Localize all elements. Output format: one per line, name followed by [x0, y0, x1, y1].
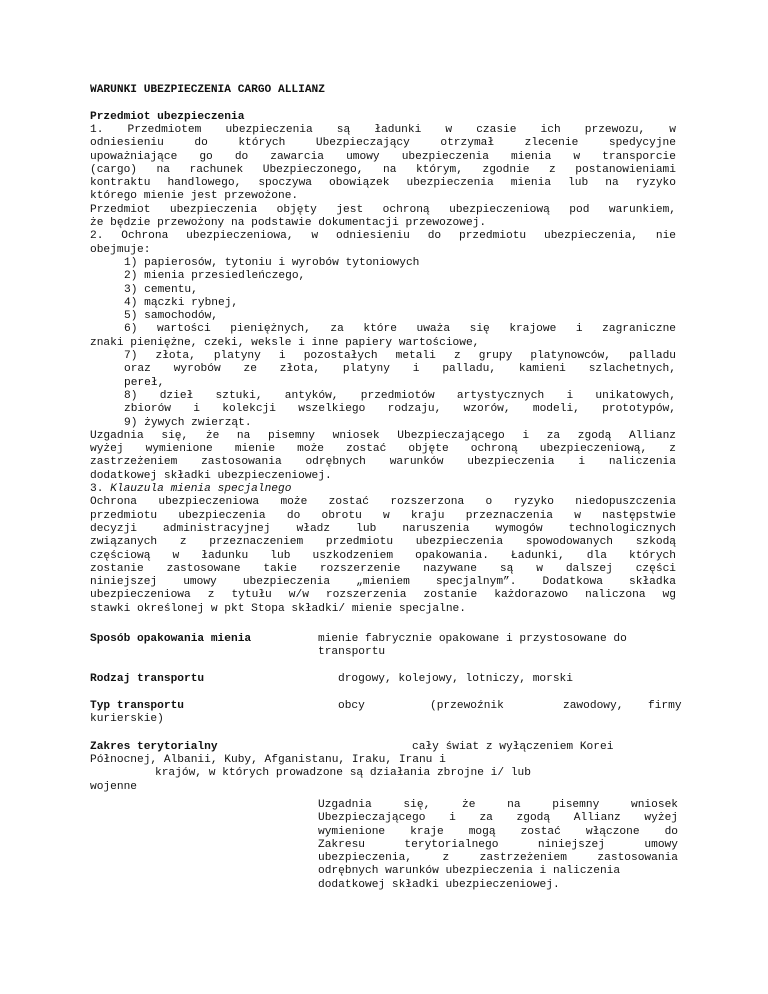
text-line: (cargo) na rachunek Ubezpieczonego, na którym, zgodnie z postanowieniami: [90, 163, 676, 176]
text-line: zostanie zastosowane takie rozszerzenie nazywane są w dalszej części: [90, 562, 676, 575]
text-line: Uzgadnia się, że na pisemny wniosek Ubezpieczającego i za zgodą Allianz: [90, 429, 676, 442]
text-line: Ochrona ubezpieczeniowa może zostać rozszerzona o ryzyko niedopuszczenia: [90, 496, 676, 509]
text-line: dodatkowej składki ubezpieczeniowej.: [318, 878, 560, 891]
label-zakres-terytorialny: Zakres terytorialny: [90, 741, 218, 753]
text-line: 3) cementu,: [124, 283, 198, 296]
value-zakres-line2: Północnej, Albanii, Kuby, Afganistanu, Iraku, Iranu i: [90, 754, 446, 766]
text-line: 6) wartości pieniężnych, za które uważa się krajowe i zagraniczne: [124, 323, 676, 336]
text-line: częściową w ładunku lub uszkodzeniem opakowania. Ładunki, dla których: [90, 549, 676, 562]
label-rodzaj-transportu: Rodzaj transportu: [90, 673, 205, 685]
zakres-note: [318, 799, 678, 892]
text-line: odniesieniu do których Ubezpieczający otrzymał zlecenie spedycyjne: [90, 137, 676, 150]
text-line: ubezpieczeniowa z tytułu w/w rozszerzenia zostanie każdorazowo naliczona wg: [90, 589, 676, 602]
text-line: decyzji administracyjnej władz lub naruszenia wymogów technologicznych: [90, 522, 676, 535]
text-line: odrębnych warunków ubezpieczenia i naliczenia: [318, 865, 621, 878]
text-line: 5) samochodów,: [124, 310, 218, 323]
text-line: 1. Przedmiotem ubezpieczenia są ładunki w czasie ich przewozu, w: [90, 124, 676, 136]
value-opakowanie-line2: transportu: [318, 646, 386, 658]
text-line: 4) mączki rybnej,: [124, 296, 239, 309]
value-zakres-line3: krajów, w których prowadzone są działania zbrojne i/ lub: [155, 767, 531, 779]
clause-paragraph: [90, 496, 676, 616]
value-rodzaj-transportu: drogowy, kolejowy, lotniczy, morski: [338, 673, 573, 685]
text-line: wymienione kraje mogą zostać włączone do: [318, 825, 678, 838]
text-line: Uzgadnia się, że na pisemny wniosek: [318, 799, 678, 811]
document-title: WARUNKI UBEZPIECZENIA CARGO ALLIANZ: [90, 84, 325, 96]
text-line: 8) dzieł sztuki, antyków, przedmiotów artystycznych i unikatowych,: [124, 389, 676, 402]
clause-heading: [90, 483, 676, 496]
value-typ-word2: (przewoźnik: [430, 700, 504, 712]
section-heading-przedmiot: Przedmiot ubezpieczenia: [90, 111, 245, 123]
value-opakowanie-line1: mienie fabrycznie opakowane i przystosowane do: [318, 633, 627, 645]
text-line: dodatkowej składki ubezpieczeniowej.: [90, 469, 332, 482]
przedmiot-paragraphs: [90, 124, 676, 257]
value-typ-word4: firmy: [648, 700, 682, 712]
clause-number: 3.: [90, 483, 111, 496]
text-line: 1) papierosów, tytoniu i wyrobów tytoniowych: [124, 256, 420, 269]
text-line: 9) żywych zwierząt.: [124, 416, 252, 429]
value-zakres-line1: cały świat z wyłączeniem Korei: [412, 741, 614, 753]
value-typ-word1: obcy: [338, 700, 365, 712]
text-line: kontraktu handlowego, spoczywa obowiązek ubezpieczenia mienia lub na ryzyko: [90, 177, 676, 190]
text-line: ubezpieczenia, z zastrzeżeniem zastosowania: [318, 852, 678, 865]
text-line: 2. Ochrona ubezpieczeniowa, w odniesieniu do przedmiotu ubezpieczenia, nie: [90, 230, 676, 243]
text-line: przedmiotu ubezpieczenia do obrotu w kraju przeznaczenia w następstwie: [90, 509, 676, 522]
section-przedmiot-body: [90, 124, 676, 616]
text-line: związanych z przeznaczeniem przedmiotu ubezpieczenia spowodowanych szkodą: [90, 536, 676, 549]
text-line: oraz wyrobów ze złota, platyny i palladu, kamieni szlachetnych,: [124, 363, 676, 376]
exclusions-list: [90, 257, 676, 430]
text-line: Ubezpieczającego i za zgodą Allianz wyżej: [318, 812, 678, 825]
value-typ-word3: zawodowy,: [563, 700, 624, 712]
text-line: Przedmiot ubezpieczenia objęty jest ochroną ubezpieczeniową pod warunkiem,: [90, 203, 676, 216]
text-line: wyżej wymienione mienie może zostać objęte ochroną ubezpieczeniową, z: [90, 443, 676, 456]
value-typ-line2: kurierskie): [90, 713, 164, 725]
text-line: 7) złota, platyny i pozostałych metali z grupy platynowców, palladu: [124, 350, 676, 363]
text-line: znaki pieniężne, czeki, weksle i inne papiery wartościowe,: [90, 336, 480, 349]
label-opakowanie: Sposób opakowania mienia: [90, 633, 252, 645]
exclusions-note: [90, 430, 676, 483]
value-zakres-line4: wojenne: [90, 781, 137, 793]
text-line: pereł,: [124, 376, 165, 389]
text-line: zastrzeżeniem zastosowania odrębnych warunków ubezpieczenia i naliczenia: [90, 456, 676, 469]
text-line: upoważniające go do zawarcia umowy ubezpieczenia mienia w transporcie: [90, 150, 676, 163]
text-line: Zakresu terytorialnego niniejszej umowy: [318, 838, 678, 851]
text-line: którego mienie jest przewożone.: [90, 190, 299, 203]
text-line: niniejszej umowy ubezpieczenia „mieniem specjalnym”. Dodatkowa składka: [90, 576, 676, 589]
text-line: stawki określonej w pkt Stopa składki/ mienie specjalne.: [90, 602, 466, 615]
text-line: zbiorów i kolekcji wszelkiego rodzaju, wzorów, modeli, prototypów,: [124, 403, 676, 416]
label-typ-transportu: Typ transportu: [90, 700, 184, 712]
clause-title: Klauzula mienia specjalnego: [110, 483, 292, 496]
text-line: obejmuje:: [90, 243, 151, 256]
text-line: 2) mienia przesiedleńczego,: [124, 270, 306, 283]
text-line: że będzie przewożony na podstawie dokumentacji przewozowej.: [90, 217, 487, 230]
